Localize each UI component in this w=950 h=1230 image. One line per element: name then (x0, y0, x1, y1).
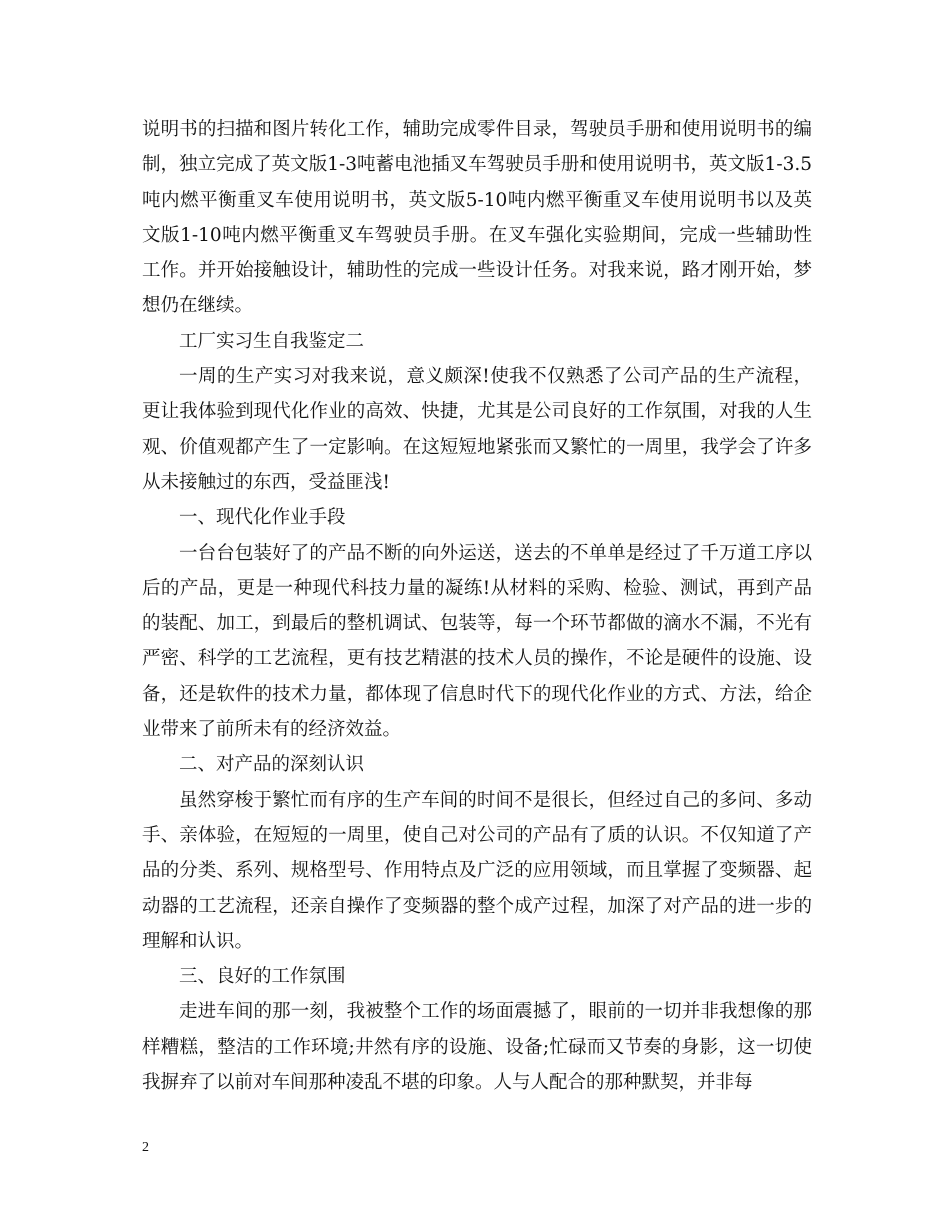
section-heading: 二、对产品的深刻认识 (179, 754, 365, 776)
paragraph: 说明书的扫描和图片转化工作，辅助完成零件目录，驾驶员手册和使用说明书的编制，独立完成了英文版1-3吨蓄电池插叉车驾驶员手册和使用说明书，英文版1-3.5吨内燃平衡重叉车使用说明书，英文版5-10吨内燃平衡重叉车使用说明书以及英文版1-10吨内燃平衡重叉车驾驶员手册。在叉车强化实验期间，完成一些辅助性工作。并开始接触设计，辅助性的完成一些设计任务。对我来说，路才刚开始，梦想仍在继续。 (142, 119, 812, 317)
paragraph: 虽然穿梭于繁忙而有序的生产车间的时间不是很长，但经过自己的多问、多动手、亲体验，在短短的一周里，使自己对公司的产品有了质的认识。不仅知道了产品的分类、系列、规格型号、作用特点及广泛的应用领域，而且掌握了变频器、起动器的工艺流程，还亲自操作了变频器的整个成产过程，加深了对产品的进一步的理解和认识。 (142, 789, 812, 952)
paragraph: 一周的生产实习对我来说，意义颇深!使我不仅熟悉了公司产品的生产流程，更让我体验到现代化作业的高效、快捷，尤其是公司良好的工作氛围，对我的人生观、价值观都产生了一定影响。在这短短地紧张而又繁忙的一周里，我学会了许多从未接触过的东西，受益匪浅! (142, 366, 812, 493)
section-heading: 一、现代化作业手段 (179, 507, 346, 529)
page-number: 2 (142, 1140, 149, 1155)
paragraph: 一台台包装好了的产品不断的向外运送，送去的不单单是经过了千万道工序以后的产品，更是一种现代科技力量的凝练!从材料的采购、检验、测试，再到产品的装配、加工，到最后的整机调试、包装等，每一个环节都做的滴水不漏，不光有严密、科学的工艺流程，更有技艺精湛的技术人员的操作，不论是硬件的设施、设备，还是软件的技术力量，都体现了信息时代下的现代化作业的方式、方法，给企业带来了前所未有的经济效益。 (142, 542, 812, 741)
section-title: 工厂实习生自我鉴定二 (179, 330, 365, 352)
section-heading: 三、良好的工作氛围 (179, 966, 346, 988)
paragraph: 走进车间的那一刻，我被整个工作的场面震撼了，眼前的一切并非我想像的那样糟糕，整洁的工作环境;井然有序的设施、设备;忙碌而又节奏的身影，这一切使我摒弃了以前对车间那种凌乱不堪的印象。人与人配合的那种默契，并非每 (142, 1001, 812, 1094)
body-text (142, 112, 812, 1100)
